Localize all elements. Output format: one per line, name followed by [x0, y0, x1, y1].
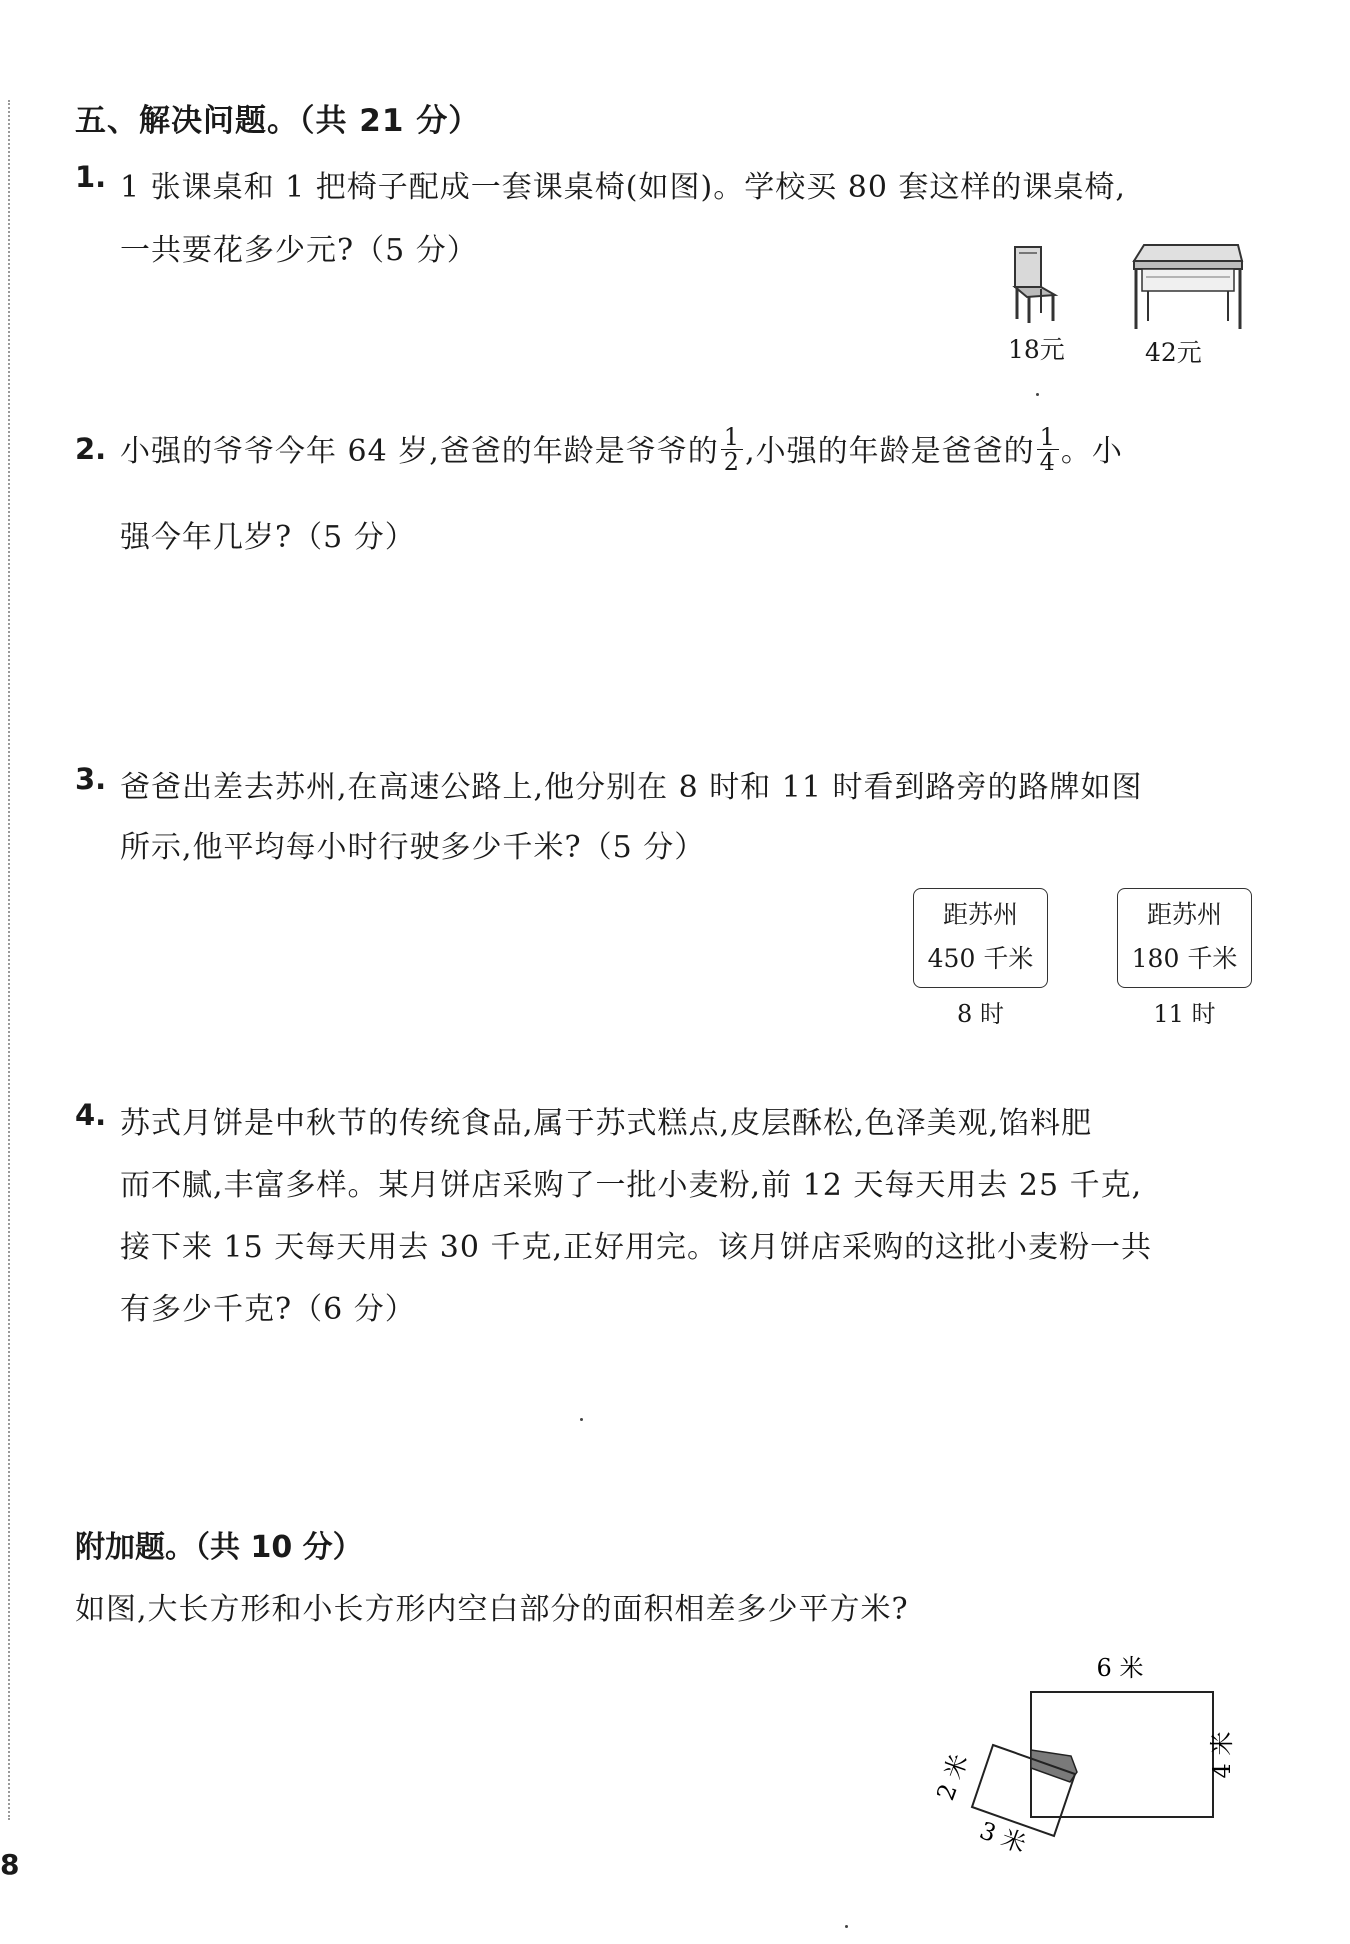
chair-illustration	[1005, 245, 1063, 325]
question-1-line-1: 1 张课桌和 1 把椅子配成一套课桌椅(如图)。学校买 80 套这样的课桌椅,	[120, 170, 1126, 205]
question-2-line-1	[120, 422, 1123, 478]
question-4-line-3: 接下来 15 天每天用去 30 千克,正好用完。该月饼店采购的这批小麦粉一共	[120, 1230, 1153, 1265]
section-title: 五、解决问题。（共 21 分）	[75, 103, 481, 139]
small-width-label: 3 米	[975, 1816, 1030, 1859]
question-3-line-1: 爸爸出差去苏州,在高速公路上,他分别在 8 时和 11 时看到路旁的路牌如图	[120, 770, 1143, 805]
question-4-line-4: 有多少千克?（6 分）	[120, 1292, 416, 1327]
road-sign-11h	[1117, 888, 1252, 988]
page-number: 8	[0, 1848, 20, 1881]
fraction-one-quarter: $\frac{1}{4}$	[1037, 425, 1059, 474]
binding-margin-line	[8, 100, 10, 1820]
big-width-label: 6 米	[1096, 1654, 1144, 1682]
chair-price-label: 18元	[1008, 335, 1065, 364]
road-sign-time: 8 时	[957, 1000, 1004, 1028]
scan-dot	[1036, 393, 1039, 396]
bonus-question-text: 如图,大长方形和小长方形内空白部分的面积相差多少平方米?	[75, 1592, 909, 1627]
scan-dot	[580, 1418, 583, 1421]
scan-dot	[845, 1925, 848, 1928]
question-4-number: 4.	[75, 1098, 107, 1132]
bonus-title: 附加题。（共 10 分）	[75, 1530, 363, 1565]
question-4-line-1: 苏式月饼是中秋节的传统食品,属于苏式糕点,皮层酥松,色泽美观,馅料肥	[120, 1106, 1093, 1141]
road-sign-title: 距苏州	[1146, 900, 1222, 929]
question-2-line-2: 强今年几岁?（5 分）	[120, 520, 416, 555]
question-1-number: 1.	[75, 160, 107, 194]
rectangles-figure	[930, 1640, 1260, 1870]
fraction-one-half: $\frac{1}{2}$	[721, 425, 743, 474]
question-4-line-2: 而不腻,丰富多样。某月饼店采购了一批小麦粉,前 12 天每天用去 25 千克,	[120, 1168, 1143, 1203]
question-2-number: 2.	[75, 432, 107, 466]
road-sign-title: 距苏州	[942, 900, 1018, 929]
question-1-line-2: 一共要花多少元?（5 分）	[120, 233, 478, 268]
question-2-text-a: 小强的爷爷今年 64 岁,爸爸的年龄是爷爷的	[120, 434, 719, 469]
small-height-label: 2 米	[931, 1750, 974, 1805]
question-3-number: 3.	[75, 762, 107, 796]
road-sign-distance: 180 千米	[1131, 944, 1238, 973]
desk-price-label: 42元	[1145, 338, 1202, 367]
question-3-line-2: 所示,他平均每小时行驶多少千米?（5 分）	[120, 830, 706, 865]
desk-illustration	[1130, 243, 1245, 333]
question-2-text-b: ,小强的年龄是爸爸的	[745, 434, 1035, 469]
road-sign-distance: 450 千米	[927, 944, 1034, 973]
big-height-label: 4 米	[1208, 1731, 1236, 1779]
road-sign-time: 11 时	[1153, 1000, 1216, 1028]
question-2-text-c: 。小	[1060, 434, 1123, 469]
road-sign-8h	[913, 888, 1048, 988]
